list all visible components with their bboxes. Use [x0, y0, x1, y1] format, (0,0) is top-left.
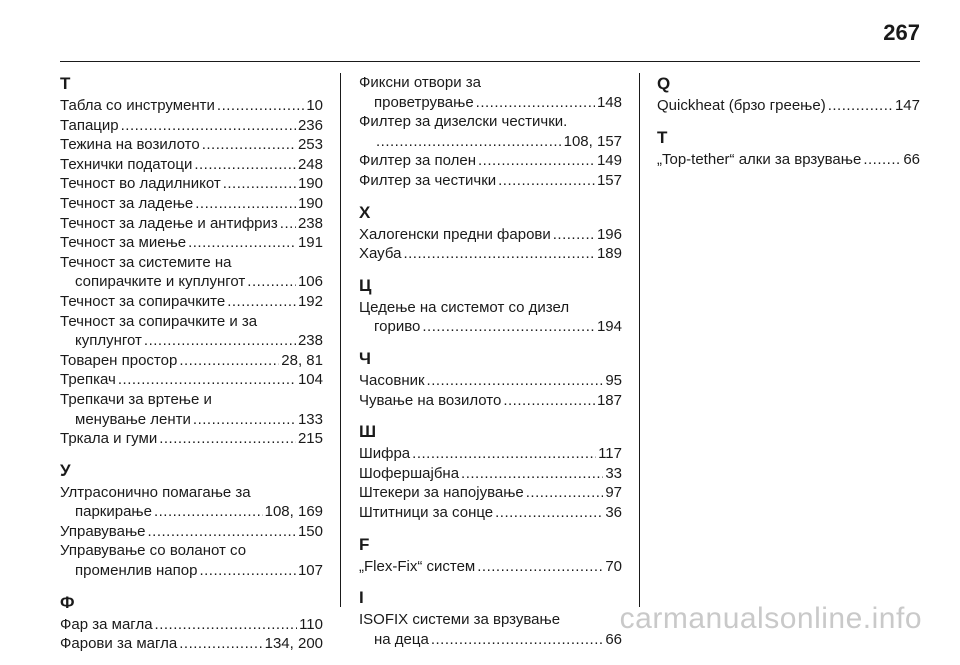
entry-page: 238 — [297, 214, 323, 232]
section-letter: Q — [657, 74, 671, 93]
entry-page: 147 — [894, 97, 920, 114]
entry-page: 28, 81 — [281, 351, 323, 369]
index-section — [60, 460, 323, 581]
entry-line — [60, 483, 323, 503]
column-divider — [340, 73, 341, 607]
entry-page: 117 — [598, 445, 622, 463]
index-entry[interactable] — [359, 371, 622, 391]
index-column-2 — [359, 73, 622, 660]
entry-line — [60, 615, 323, 635]
index-entry[interactable] — [60, 429, 323, 449]
entry-page: 157 — [596, 171, 622, 189]
entry-line — [60, 541, 323, 561]
entry-page: 70 — [605, 557, 622, 575]
entry-term: Течност за сопирачките и за — [60, 312, 258, 330]
index-section — [359, 534, 622, 577]
index-entry[interactable] — [60, 351, 323, 371]
entry-term: Фиксни отвори за — [359, 74, 481, 91]
entry-line — [60, 233, 323, 253]
index-entry[interactable] — [359, 444, 622, 464]
index-entry[interactable] — [359, 610, 622, 649]
entry-term: проветрување — [374, 93, 474, 111]
entry-term: Технички податоци — [60, 155, 193, 173]
entry-line — [359, 73, 622, 93]
entry-line — [60, 214, 323, 234]
dot-leader — [553, 225, 595, 245]
entry-term: гориво — [374, 318, 421, 336]
entry-term: менување ленти — [75, 410, 191, 428]
entry-page: 148 — [596, 93, 622, 111]
entry-term: променлив напор — [75, 562, 198, 580]
entry-line — [359, 317, 622, 337]
index-entry[interactable] — [60, 292, 323, 312]
header-rule — [60, 61, 920, 62]
index-entry[interactable] — [60, 194, 323, 214]
index-entry[interactable] — [60, 522, 323, 542]
entry-line — [60, 370, 323, 390]
entry-line — [60, 390, 323, 410]
entry-term: Филтер за дизелски честички. — [359, 113, 568, 131]
index-entry[interactable] — [60, 116, 323, 136]
entry-page: 187 — [596, 391, 622, 409]
index-entry[interactable] — [60, 541, 323, 580]
entry-line — [359, 132, 622, 152]
index-entry[interactable] — [60, 370, 323, 390]
dot-leader — [403, 244, 595, 264]
entry-page: 196 — [596, 225, 622, 243]
section-letter: Т — [60, 74, 71, 93]
dot-leader — [476, 93, 595, 113]
entry-line — [657, 150, 920, 170]
index-entry[interactable] — [359, 112, 622, 151]
entry-term: сопирачките и куплунгот — [75, 273, 246, 291]
dot-leader — [503, 391, 595, 411]
entry-page: 66 — [903, 150, 920, 168]
entry-line — [359, 244, 622, 264]
index-entry[interactable] — [60, 214, 323, 234]
entry-line — [60, 155, 323, 175]
entry-line — [60, 522, 323, 542]
entry-line — [359, 112, 622, 132]
entry-term: на деца — [374, 630, 429, 648]
entry-term: Штитници за сонце — [359, 503, 494, 521]
entry-line — [359, 391, 622, 411]
dot-leader — [193, 410, 296, 430]
entry-line — [60, 116, 323, 136]
section-letter: Ц — [359, 275, 372, 295]
entry-line — [359, 630, 622, 650]
section-letter: Ф — [60, 592, 75, 612]
entry-term: Хауба — [359, 245, 402, 263]
index-entry[interactable] — [60, 390, 323, 429]
index-section — [359, 587, 622, 649]
entry-term: Часовник — [359, 371, 425, 389]
entry-line — [60, 634, 323, 654]
index-entry[interactable] — [60, 253, 323, 292]
entry-page: 10 — [306, 97, 323, 114]
index-section — [657, 73, 920, 116]
dot-leader — [217, 96, 304, 116]
dot-leader — [495, 503, 603, 523]
entry-page: 149 — [596, 152, 622, 170]
entry-line — [359, 151, 622, 171]
index-entry[interactable] — [60, 634, 323, 654]
entry-line — [60, 429, 323, 449]
index-entry[interactable] — [359, 557, 622, 577]
entry-line — [359, 464, 622, 484]
page-number: 267 — [883, 20, 920, 45]
watermark: carmanualsonline.info — [619, 602, 922, 635]
entry-page: 238 — [297, 332, 323, 350]
entry-term: Течност во ладилникот — [60, 175, 221, 193]
dot-leader — [154, 502, 263, 522]
index-entry[interactable] — [657, 96, 920, 116]
entry-page: 108, 157 — [563, 132, 622, 150]
entry-line — [60, 272, 323, 292]
index-entry[interactable] — [60, 312, 323, 351]
entry-term: Течност за системите на — [60, 253, 232, 271]
index-entry[interactable] — [359, 503, 622, 523]
entry-line — [60, 351, 323, 371]
entry-line — [359, 371, 622, 391]
entry-page: 191 — [297, 234, 323, 252]
index-entry[interactable] — [60, 174, 323, 194]
entry-term: Филтер за честички — [359, 171, 497, 189]
entry-term: Штекери за напојување — [359, 484, 524, 502]
dot-leader — [376, 132, 562, 152]
entry-term: Табла со инструменти — [60, 97, 215, 114]
entry-line — [60, 253, 323, 273]
entry-term: Тркала и гуми — [60, 430, 158, 448]
entry-term: Цедење на системот со дизел — [359, 298, 570, 316]
entry-term: Фарови за магла — [60, 635, 178, 653]
index-section — [60, 592, 323, 654]
entry-page: 190 — [297, 194, 323, 212]
index-entry[interactable] — [359, 298, 622, 337]
entry-term: Течност за миење — [60, 234, 187, 252]
entry-term: Течност за ладење — [60, 194, 194, 212]
entry-term: Шифра — [359, 445, 411, 463]
dot-leader — [422, 317, 595, 337]
entry-term: Течност за сопирачките — [60, 292, 226, 310]
section-letter: Х — [359, 202, 371, 222]
index-entry[interactable] — [359, 151, 622, 171]
dot-leader — [223, 174, 296, 194]
entry-line — [359, 93, 622, 113]
entry-page: 97 — [605, 484, 622, 502]
column-divider — [639, 73, 640, 607]
index-section — [359, 275, 622, 337]
entry-page: 36 — [605, 503, 622, 521]
index-section — [359, 348, 622, 410]
dot-leader — [477, 557, 603, 577]
dot-leader — [147, 522, 295, 542]
index-entry[interactable] — [60, 155, 323, 175]
entry-page: 107 — [297, 562, 323, 580]
dot-leader — [478, 151, 595, 171]
entry-line — [60, 502, 323, 522]
entry-page: 134, 200 — [264, 635, 323, 653]
index-entry[interactable] — [359, 244, 622, 264]
index-entry[interactable] — [60, 483, 323, 522]
entry-page: 150 — [297, 522, 323, 540]
entry-line — [359, 444, 622, 464]
entry-term: Тапацир — [60, 116, 119, 134]
entry-line — [60, 331, 323, 351]
index-entry[interactable] — [359, 73, 622, 112]
entry-page: 248 — [297, 155, 323, 173]
entry-term: Quickheat (брзо греење) — [657, 97, 826, 114]
dot-leader — [280, 214, 296, 234]
dot-leader — [195, 194, 296, 214]
index-section — [359, 202, 622, 264]
entry-line — [359, 171, 622, 191]
dot-leader — [179, 634, 262, 654]
entry-term: Филтер за полен — [359, 152, 476, 170]
entry-line — [359, 610, 622, 630]
section-letter: I — [359, 588, 364, 608]
dot-leader — [431, 630, 603, 650]
index-section — [359, 421, 622, 522]
dot-leader — [227, 292, 296, 312]
dot-leader — [202, 135, 296, 155]
section-letter: У — [60, 460, 71, 480]
entry-line — [60, 292, 323, 312]
entry-term: Ултрасонично помагање за — [60, 483, 251, 501]
entry-line — [359, 483, 622, 503]
entry-page: 253 — [297, 136, 323, 154]
entry-term: Тежина на возилото — [60, 136, 200, 154]
entry-term: Управување со воланот со — [60, 542, 247, 560]
entry-line — [60, 312, 323, 332]
entry-term: Чување на возилото — [359, 391, 502, 409]
index-entry[interactable] — [60, 233, 323, 253]
entry-term: куплунгот — [75, 332, 142, 350]
entry-line — [60, 194, 323, 214]
dot-leader — [828, 96, 893, 116]
index-entry[interactable] — [359, 464, 622, 484]
entry-term: ISOFIX системи за врзување — [359, 611, 561, 629]
entry-page: 192 — [297, 292, 323, 310]
section-letter: T — [657, 127, 668, 147]
dot-leader — [863, 150, 901, 170]
entry-line — [60, 174, 323, 194]
entry-term: Управување — [60, 522, 146, 540]
entry-term: Трепкачи за вртење и — [60, 390, 212, 408]
entry-page: 66 — [605, 630, 622, 648]
entry-page: 108, 169 — [264, 503, 323, 521]
entry-line — [359, 298, 622, 318]
index-column-3 — [657, 73, 920, 180]
entry-page: 33 — [605, 464, 622, 482]
dot-leader — [188, 233, 296, 253]
dot-leader — [179, 351, 279, 371]
entry-page: 189 — [596, 245, 622, 263]
entry-page: 95 — [605, 371, 622, 389]
dot-leader — [155, 615, 298, 635]
entry-term: Течност за ладење и антифриз — [60, 214, 278, 232]
entry-term: Товарен простор — [60, 351, 178, 369]
entry-line — [359, 503, 622, 523]
dot-leader — [118, 370, 296, 390]
entry-term: „Top-tether“ алки за врзување — [657, 150, 862, 168]
entry-term: Трепкач — [60, 371, 116, 389]
index-section — [657, 127, 920, 170]
index-entry[interactable] — [60, 615, 323, 635]
index-section — [359, 73, 622, 191]
entry-term: Шофершајбна — [359, 464, 460, 482]
entry-term: Халогенски предни фарови — [359, 225, 551, 243]
entry-line — [60, 561, 323, 581]
entry-page: 190 — [297, 175, 323, 193]
dot-leader — [194, 155, 296, 175]
entry-line — [60, 135, 323, 155]
entry-term: паркирање — [75, 503, 152, 521]
dot-leader — [427, 371, 604, 391]
entry-page: 110 — [299, 615, 323, 633]
section-letter: F — [359, 534, 370, 554]
index-entry[interactable] — [60, 96, 323, 116]
dot-leader — [526, 483, 604, 503]
entry-page: 133 — [297, 410, 323, 428]
entry-page: 194 — [596, 318, 622, 336]
index-section — [60, 73, 323, 449]
section-letter: Ш — [359, 422, 377, 442]
entry-line — [657, 96, 920, 116]
index-entry[interactable] — [657, 150, 920, 170]
entry-page: 104 — [297, 371, 323, 389]
section-letter: Ч — [359, 348, 371, 368]
entry-page: 215 — [297, 430, 323, 448]
dot-leader — [498, 171, 595, 191]
index-entry[interactable] — [359, 391, 622, 411]
dot-leader — [247, 272, 296, 292]
entry-line — [359, 557, 622, 577]
entry-page: 106 — [297, 273, 323, 291]
entry-line — [359, 225, 622, 245]
dot-leader — [461, 464, 603, 484]
dot-leader — [144, 331, 296, 351]
index-entry[interactable] — [359, 171, 622, 191]
entry-line — [60, 96, 323, 116]
dot-leader — [412, 444, 596, 464]
index-entry[interactable] — [60, 135, 323, 155]
dot-leader — [199, 561, 296, 581]
entry-term: Фар за магла — [60, 615, 153, 633]
index-entry[interactable] — [359, 225, 622, 245]
entry-page: 236 — [297, 116, 323, 134]
dot-leader — [121, 116, 296, 136]
entry-line — [60, 410, 323, 430]
dot-leader — [159, 429, 296, 449]
index-entry[interactable] — [359, 483, 622, 503]
index-column-1 — [60, 73, 323, 665]
entry-term: „Flex-Fix“ систем — [359, 557, 476, 575]
